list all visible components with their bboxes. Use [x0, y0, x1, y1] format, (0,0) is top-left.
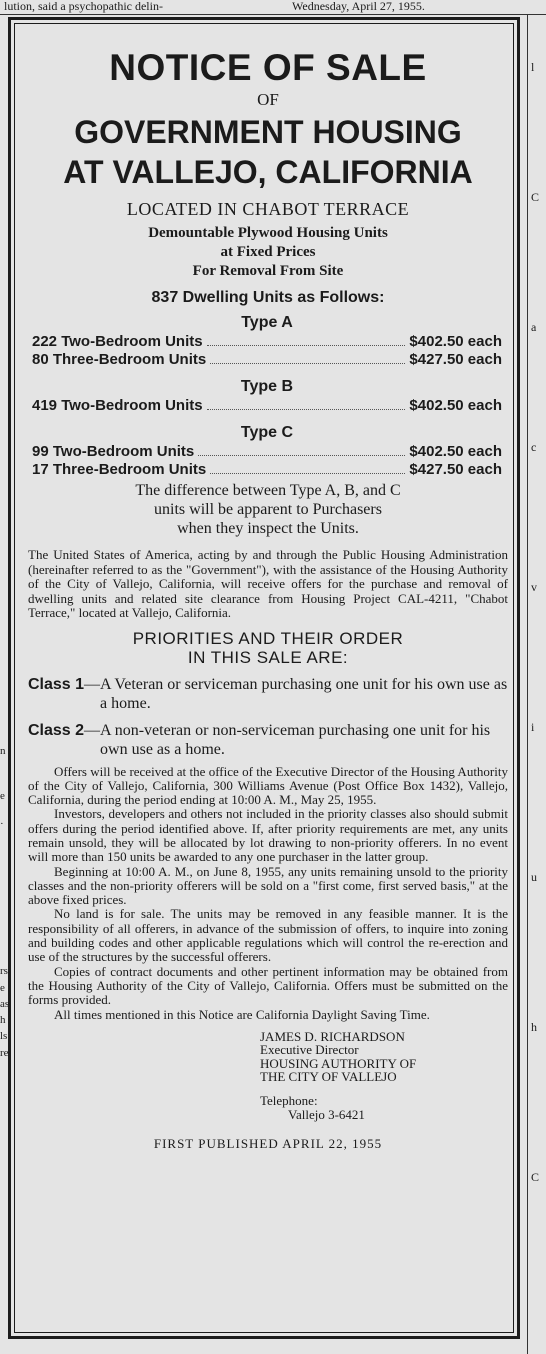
leader-dots	[210, 363, 405, 364]
headline-vallejo: AT VALLEJO, CALIFORNIA	[63, 154, 473, 190]
margin-fragment: C	[531, 1170, 540, 1184]
subheading-3: For Removal From Site	[192, 263, 344, 279]
margin-fragment: n	[0, 745, 6, 757]
margin-fragment: e	[0, 790, 5, 802]
unit-price: $427.50 each	[409, 351, 502, 368]
telephone-number: Vallejo 3-6421	[288, 1106, 365, 1122]
margin-fragment: c	[531, 440, 537, 454]
priorities-heading-2: IN THIS SALE ARE:	[187, 647, 349, 667]
margin-fragment: l	[531, 60, 535, 74]
intro-paragraph: The United States of America, acting by and through the Public Housing Administration (hereinafter referred to as the "Government"), with the assistance of the Housing Authority of the City of Vallejo, California, will receive offers for the purchase and removal of dwelling units and related site clearance from Housing Project CAL-4211, "Chabot Terrace," located at Vallejo, California.	[28, 547, 508, 620]
difference-line-3: when they inspect the Units.	[177, 520, 359, 537]
margin-fragment: rs	[0, 965, 8, 977]
terms-paragraph: Investors, developers and others not included in the priority classes also should submit offers during the period identified above. If, after priority requirements are met, any units remain unsold, they will be allocated by lot drawing to non-priority offerers. In no event will more than 150 units be awarded to any one purchaser in the latter group.	[28, 806, 508, 865]
class-text: A non-veteran or non-serviceman purchasing one unit for his own use as a home.	[100, 721, 491, 758]
terms-paragraph: All times mentioned in this Notice are California Daylight Saving Time.	[54, 1006, 430, 1022]
difference-line-2: units will be apparent to Purchasers	[154, 501, 382, 518]
unit-label: 419 Two-Bedroom Units	[32, 397, 203, 414]
dwelling-count: 837 Dwelling Units as Follows:	[151, 289, 385, 306]
right-margin-fragments	[531, 20, 546, 1340]
unit-row	[32, 397, 502, 415]
signer-org-1: HOUSING AUTHORITY OF	[260, 1055, 417, 1071]
class-dash: —	[84, 675, 101, 693]
column-rule-right	[527, 14, 528, 1354]
first-published-line: FIRST PUBLISHED APRIL 22, 1955	[153, 1135, 383, 1151]
unit-price: $402.50 each	[409, 333, 502, 350]
issue-date: Wednesday, April 27, 1955.	[292, 0, 425, 13]
signature-block	[260, 1030, 508, 1084]
unit-row	[32, 351, 502, 369]
type-a-heading: Type A	[241, 314, 293, 331]
terms-paragraph: Copies of contract documents and other pertinent information may be obtained from the Housing Authority of the City of Vallejo, California. Offers must be submitted on the forms provided.	[28, 963, 508, 1008]
margin-fragment: v	[531, 580, 537, 594]
signer-name: JAMES D. RICHARDSON	[260, 1028, 405, 1044]
notice-of: OF	[257, 90, 279, 109]
telephone-label: Telephone:	[260, 1092, 318, 1108]
class-dash: —	[84, 721, 101, 739]
margin-fragment: ls	[0, 1030, 8, 1042]
unit-label: 222 Two-Bedroom Units	[32, 333, 203, 350]
margin-fragment: ·	[0, 818, 4, 830]
notice-content	[28, 30, 508, 1152]
unit-price: $427.50 each	[409, 461, 502, 478]
margin-fragment: h	[531, 1020, 537, 1034]
margin-fragment: i	[531, 720, 535, 734]
priorities-heading-1: PRIORITIES AND THEIR ORDER	[132, 628, 404, 648]
previous-column-fragment: lution, said a psychopathic delin-	[4, 0, 163, 13]
leader-dots	[198, 455, 405, 456]
margin-fragment: a	[531, 320, 537, 334]
priority-class-1	[28, 675, 508, 713]
class-label: Class 1	[28, 675, 85, 693]
type-c-heading: Type C	[240, 424, 294, 441]
margin-fragment: u	[531, 870, 537, 884]
leader-dots	[207, 409, 406, 410]
unit-row	[32, 443, 502, 461]
signer-title: Executive Director	[260, 1042, 359, 1058]
signer-org-2: THE CITY OF VALLEJO	[260, 1069, 397, 1085]
margin-fragment: re	[0, 1047, 9, 1059]
terms-paragraph: Offers will be received at the office of the Executive Director of the Housing Authority of the City of Vallejo, California, 300 Williams Avenue (Post Office Box 1432), Vallejo, California, during the period ending at 10:00 A. M., May 25, 1955.	[28, 763, 508, 808]
priority-class-2	[28, 721, 508, 759]
unit-row	[32, 461, 502, 479]
terms-paragraphs	[28, 765, 508, 1022]
unit-label: 80 Three-Bedroom Units	[32, 351, 207, 368]
terms-paragraph: No land is for sale. The units may be removed in any feasible manner. It is the responsibility of all offerers, in advance of the submission of offers, to inquire into zoning and building codes and other applicable regulations which will control the re-erection and use of the structures by the successful offerers.	[28, 906, 508, 965]
headline-government-housing: GOVERNMENT HOUSING	[74, 114, 462, 150]
column-rule-top	[0, 14, 546, 15]
unit-price: $402.50 each	[409, 443, 502, 460]
unit-label: 99 Two-Bedroom Units	[32, 443, 195, 460]
margin-fragment: h	[0, 1014, 6, 1026]
type-b-heading: Type B	[240, 378, 294, 395]
location-line: LOCATED IN CHABOT TERRACE	[126, 199, 410, 219]
telephone-block	[260, 1094, 508, 1122]
leader-dots	[210, 473, 405, 474]
unit-types-list	[28, 313, 508, 479]
subheading-1: Demountable Plywood Housing Units	[148, 225, 388, 241]
unit-row	[32, 333, 502, 351]
notice-title: NOTICE OF SALE	[109, 47, 427, 88]
class-label: Class 2	[28, 721, 85, 739]
newspaper-masthead	[0, 0, 546, 14]
unit-price: $402.50 each	[409, 397, 502, 414]
subheading-2: at Fixed Prices	[220, 244, 316, 260]
class-text: A Veteran or serviceman purchasing one unit for his own use as a home.	[100, 675, 508, 712]
margin-fragment: as	[0, 998, 10, 1010]
unit-label: 17 Three-Bedroom Units	[32, 461, 207, 478]
terms-paragraph: Beginning at 10:00 A. M., on June 8, 1955, any units remaining unsold to the priority classes and the non-priority offerers will be sold on a "first come, first served basis," at the above fixed prices.	[28, 863, 508, 908]
leader-dots	[207, 345, 406, 346]
difference-line-1: The difference between Type A, B, and C	[135, 482, 401, 499]
margin-fragment: C	[531, 190, 540, 204]
margin-fragment: e	[0, 982, 5, 994]
